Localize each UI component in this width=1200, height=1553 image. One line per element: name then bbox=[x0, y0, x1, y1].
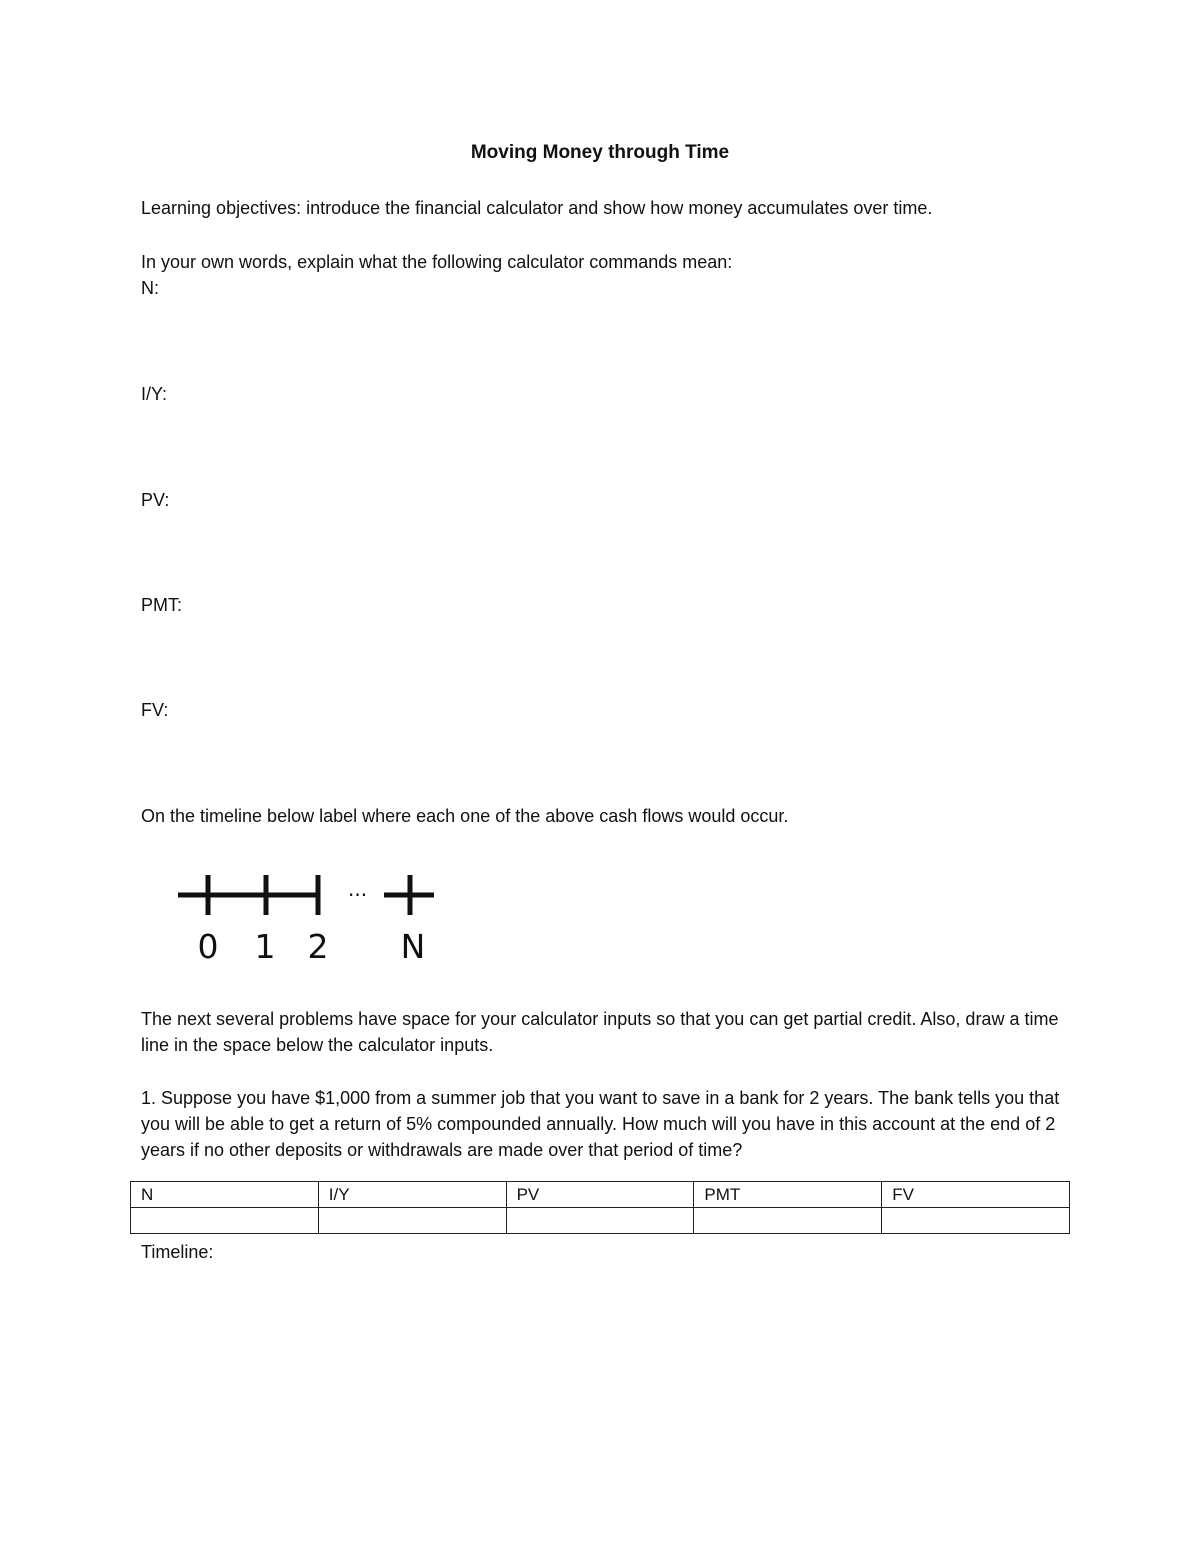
command-label-pv: PV: bbox=[141, 490, 170, 510]
instruction-text: In your own words, explain what the following calculator commands mean: bbox=[141, 252, 733, 272]
problems-intro: The next several problems have space for your calculator inputs so that you can get partial credit. Also, draw a time line in the space below the calculator inputs. bbox=[141, 1009, 1059, 1055]
header-n: N bbox=[131, 1182, 319, 1208]
header-fv: FV bbox=[882, 1182, 1070, 1208]
table-row bbox=[131, 1208, 1070, 1234]
header-pv: PV bbox=[506, 1182, 694, 1208]
input-cell-iy[interactable] bbox=[318, 1208, 506, 1234]
input-cell-fv[interactable] bbox=[882, 1208, 1070, 1234]
page-title: Moving Money through Time bbox=[470, 142, 730, 163]
timeline-label-1: 1 bbox=[254, 927, 276, 966]
problem-1-text: 1. Suppose you have $1,000 from a summer job that you want to save in a bank for 2 years. The bank tells you that you will be able to get a return of 5% compounded annually. How much will you have in this account at the end of 2 years if no other deposits or withdrawals are made over that period of time? bbox=[141, 1088, 1060, 1160]
input-cell-pv[interactable] bbox=[506, 1208, 694, 1234]
learning-objectives: Learning objectives: introduce the financial calculator and show how money accumulates over time. bbox=[141, 198, 933, 218]
timeline-diagram bbox=[170, 862, 450, 972]
command-label-pmt: PMT: bbox=[141, 595, 183, 615]
timeline-label: Timeline: bbox=[141, 1242, 214, 1262]
table-header-row bbox=[131, 1182, 1070, 1208]
calculator-input-table bbox=[130, 1181, 1070, 1234]
timeline-label-2: 2 bbox=[307, 927, 329, 966]
input-cell-pmt[interactable] bbox=[694, 1208, 882, 1234]
command-label-n: N: bbox=[141, 278, 159, 298]
header-iy: I/Y bbox=[318, 1182, 506, 1208]
command-label-iy: I/Y: bbox=[141, 384, 168, 404]
timeline-ellipsis: ... bbox=[348, 877, 368, 901]
timeline-label-0: 0 bbox=[197, 927, 219, 966]
command-label-fv: FV: bbox=[141, 700, 169, 720]
input-cell-n[interactable] bbox=[131, 1208, 319, 1234]
timeline-prompt: On the timeline below label where each one of the above cash flows would occur. bbox=[141, 806, 789, 826]
timeline-label-n: N bbox=[400, 927, 426, 966]
header-pmt: PMT bbox=[694, 1182, 882, 1208]
